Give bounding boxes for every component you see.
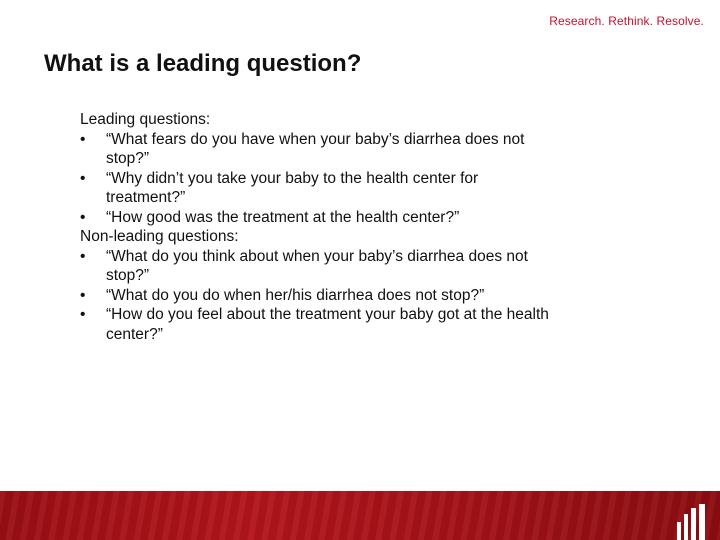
- list-item-text: “What fears do you have when your baby’s diarrhea does not stop?”: [106, 130, 525, 167]
- list-item-text: “What do you think about when your baby’s diarrhea does not stop?”: [106, 247, 528, 284]
- bullet-icon: •: [80, 169, 86, 187]
- list-item-text: “Why didn’t you take your baby to the health center for treatment?”: [106, 169, 479, 206]
- leading-questions-list: [80, 130, 550, 228]
- list-item: [80, 305, 550, 344]
- list-item-text: “How do you feel about the treatment your baby got at the health center?”: [106, 306, 549, 343]
- bar-logo-icon: [676, 504, 706, 540]
- non-leading-questions-section: [80, 227, 550, 344]
- bullet-icon: •: [80, 247, 86, 265]
- list-item: [80, 130, 550, 169]
- list-item: [80, 286, 550, 306]
- leading-questions-section: [80, 110, 550, 227]
- list-item-text: “How good was the treatment at the health center?”: [106, 208, 460, 226]
- list-item: [80, 208, 550, 228]
- footer-band: [0, 491, 720, 540]
- slide-title: What is a leading question?: [44, 50, 362, 77]
- leading-questions-heading: Leading questions:: [80, 111, 211, 128]
- non-leading-questions-heading: Non-leading questions:: [80, 228, 239, 245]
- bullet-icon: •: [80, 130, 86, 148]
- list-item: [80, 247, 550, 286]
- tagline: Research. Rethink. Resolve.: [549, 14, 704, 28]
- slide-content: [80, 110, 550, 344]
- bullet-icon: •: [80, 306, 86, 323]
- bullet-icon: •: [80, 286, 86, 304]
- non-leading-questions-list: [80, 247, 550, 345]
- list-item-text: “What do you do when her/his diarrhea does not stop?”: [106, 286, 485, 304]
- list-item: [80, 169, 550, 208]
- bullet-icon: •: [80, 208, 86, 226]
